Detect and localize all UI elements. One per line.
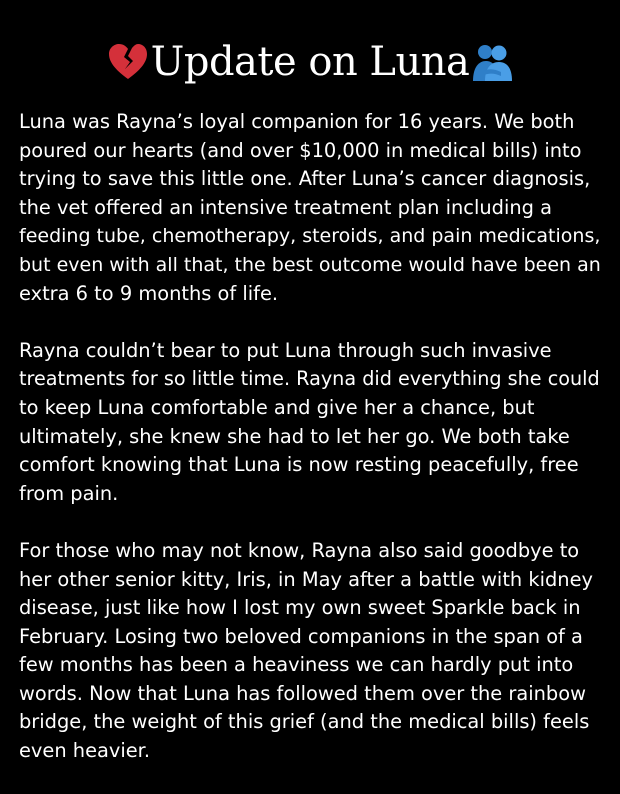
paragraph-1	[19, 108, 603, 308]
text-line: February. Losing two beloved companions in the span of a	[19, 624, 583, 648]
page-title: Update on Luna	[150, 39, 470, 85]
text-line: but even with all that, the best outcome would have been an	[19, 253, 601, 276]
paragraph-3	[19, 537, 603, 766]
text-line: For those who may not know, Rayna also said goodbye to	[19, 538, 580, 562]
people-hugging-icon	[471, 41, 513, 83]
paragraph-2	[19, 337, 603, 509]
text-line: to keep Luna comfortable and give her a chance, but	[19, 395, 535, 419]
text-line: bridge, the weight of this grief (and the medical bills) feels	[19, 710, 590, 734]
text-line: words. Now that Luna has followed them over the rainbow	[19, 681, 586, 705]
text-line: poured our hearts (and over $10,000 in medical bills) into	[19, 138, 582, 162]
text-line: Rayna couldn’t bear to put Luna through such invasive	[19, 338, 552, 362]
text-line: her other senior kitty, Iris, in May after a battle with kidney	[19, 567, 593, 591]
text-line: from pain.	[19, 481, 119, 505]
text-line: trying to save this little one. After Luna’s cancer diagnosis,	[19, 167, 591, 191]
text-line: comfort knowing that Luna is now resting peacefully, free	[19, 453, 579, 477]
post-body	[19, 108, 603, 794]
text-line: even heavier.	[19, 739, 151, 763]
title-row	[0, 32, 620, 92]
text-line: extra 6 to 9 months of life.	[19, 281, 279, 305]
text-line: few months has been a heaviness we can hardly put into	[19, 653, 574, 677]
text-line: Luna was Rayna’s loyal companion for 16 years. We both	[19, 110, 575, 133]
broken-heart-icon	[107, 41, 149, 83]
text-line: ultimately, she knew she had to let her go. We both take	[19, 424, 570, 448]
text-line: disease, just like how I lost my own sweet Sparkle back in	[19, 596, 581, 620]
text-line: the vet offered an intensive treatment plan including a	[19, 195, 552, 219]
text-line: feeding tube, chemotherapy, steroids, and pain medications,	[19, 225, 601, 248]
text-line: treatments for so little time. Rayna did everything she could	[19, 367, 600, 391]
